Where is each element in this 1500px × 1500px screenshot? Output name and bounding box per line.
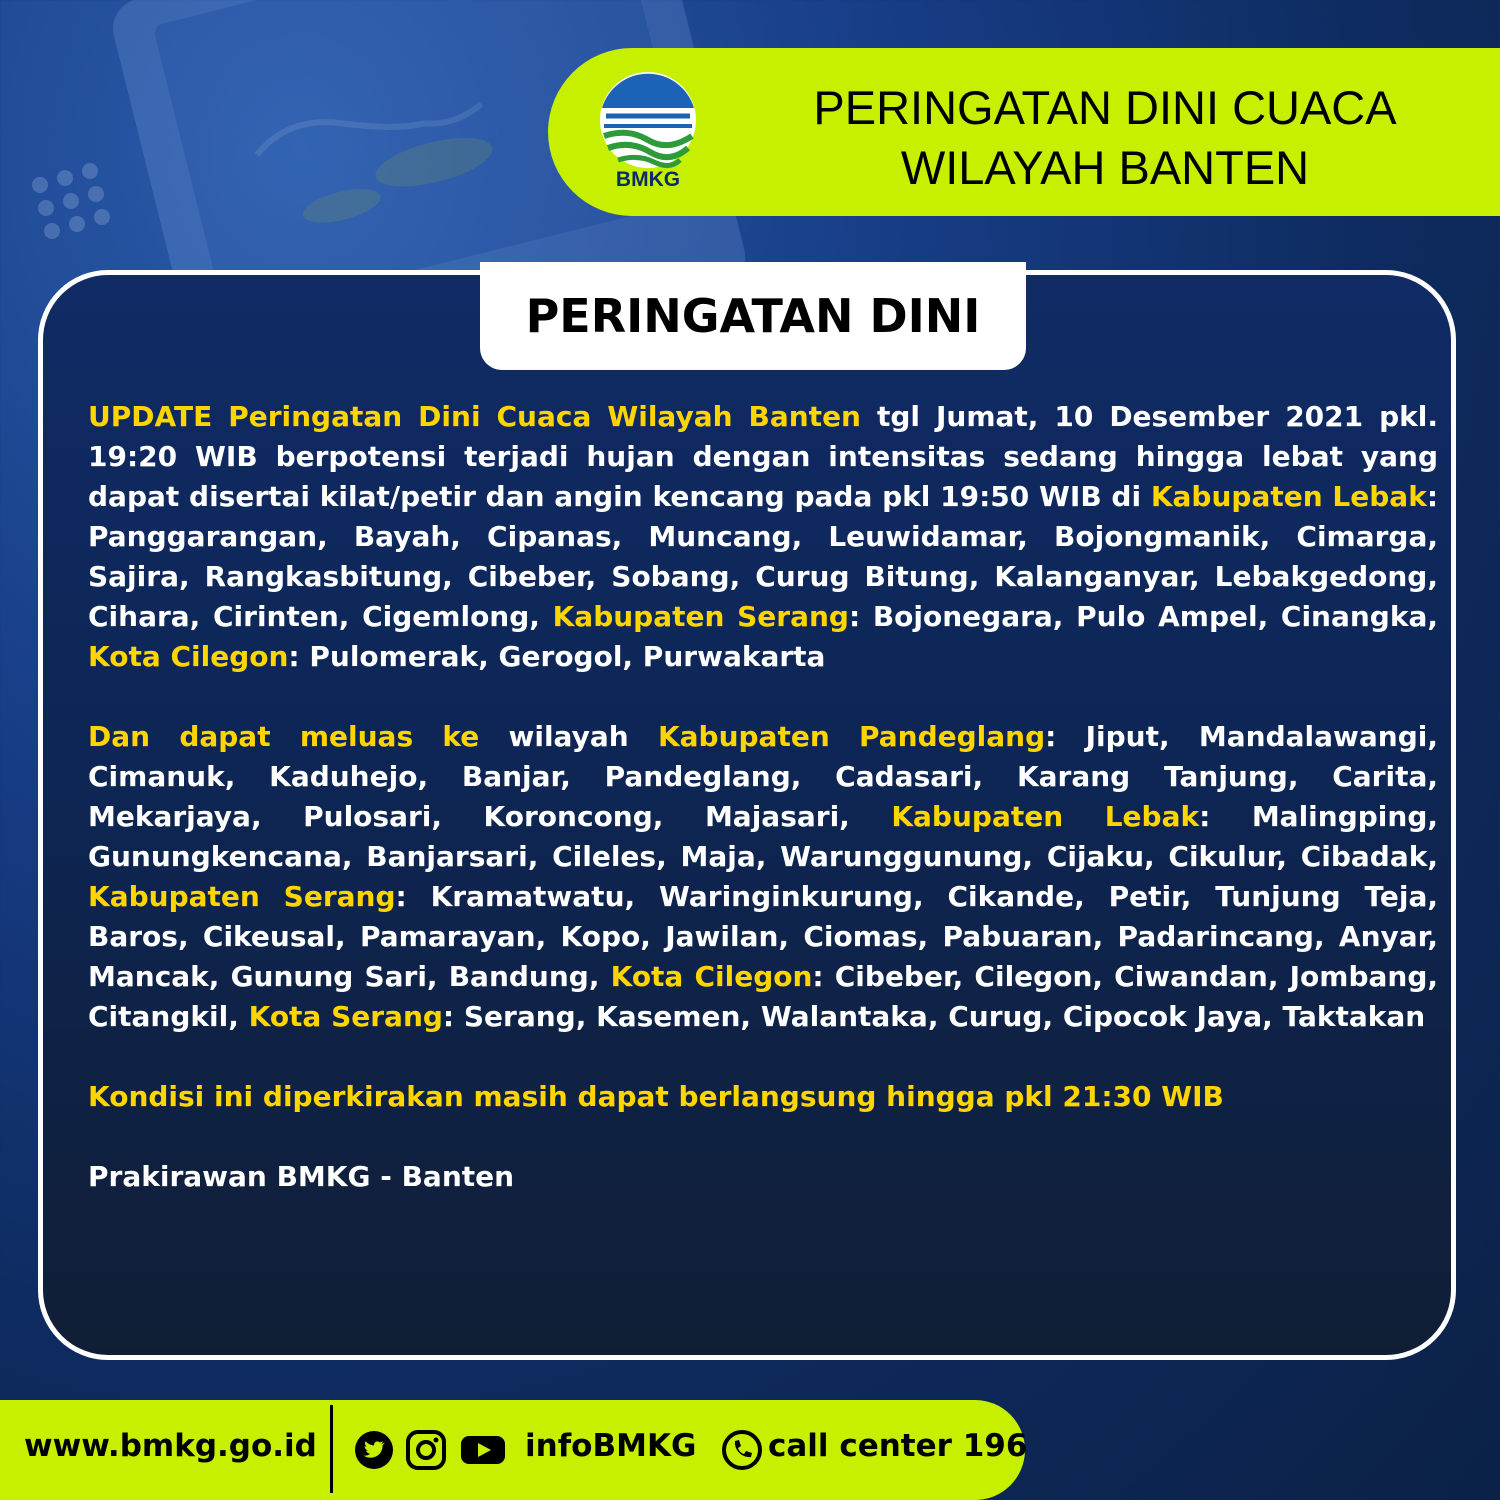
- region-name: Kabupaten Pandeglang: [657, 720, 1046, 753]
- title-line-2: WILAYAH BANTEN: [900, 141, 1310, 194]
- forecaster-signature: Prakirawan BMKG - Banten: [88, 1160, 515, 1193]
- region-name: Kota Cilegon: [610, 960, 813, 993]
- youtube-icon[interactable]: [460, 1430, 506, 1470]
- warning-content: [88, 397, 1438, 1237]
- region-name: Kabupaten Lebak: [891, 800, 1200, 833]
- region-name: Kabupaten Serang: [552, 600, 849, 633]
- twitter-icon[interactable]: [354, 1430, 394, 1470]
- region-name: Kota Serang: [248, 1000, 443, 1033]
- instagram-icon[interactable]: [406, 1430, 446, 1470]
- region-areas: : Serang, Kasemen, Walantaka, Curug, Cipocok Jaya, Taktakan: [442, 1000, 1426, 1033]
- region-areas: : Panggarangan, Bayah, Cipanas, Muncang, Leuwidamar, Bojongmanik, Cimarga, Sajira, Rangkasbitung, Cibeber, Sobang, Curug Bitung, Kalanganyar, Lebakgedong, Cihara, Cirinten, Cigemlong,: [88, 480, 1439, 633]
- title-line-1: PERINGATAN DINI CUACA: [813, 81, 1397, 134]
- warning-paragraph-2: [88, 717, 1438, 1037]
- social-handle[interactable]: infoBMKG: [525, 1428, 697, 1464]
- region-areas: : Bojonegara, Pulo Ampel, Cinangka,: [848, 600, 1439, 633]
- region-areas: : Pulomerak, Gerogol, Purwakarta: [288, 640, 826, 673]
- page-title: [760, 78, 1450, 198]
- warning-paragraph-1: [88, 397, 1438, 677]
- region-name: Kabupaten Lebak: [1150, 480, 1427, 513]
- spread-text: wilayah: [479, 720, 658, 753]
- website-link[interactable]: www.bmkg.go.id: [24, 1428, 317, 1464]
- bmkg-logo-text: BMKG: [615, 168, 681, 191]
- region-areas: : Malingping, Gunungkencana, Banjarsari, Cileles, Maja, Warunggunung, Cijaku, Cikulur, Cibadak,: [88, 800, 1439, 873]
- phone-icon[interactable]: [722, 1430, 762, 1470]
- spread-heading: Dan dapat meluas ke: [88, 720, 480, 753]
- footer-divider: [330, 1405, 333, 1493]
- region-areas: : Jiput, Mandalawangi, Cimanuk, Kaduhejo, Banjar, Pandeglang, Cadasari, Karang Tanjung, Carita, Mekarjaya, Pulosari, Koroncong, Majasari,: [88, 720, 1438, 833]
- update-heading: UPDATE Peringatan Dini Cuaca Wilayah Banten: [88, 400, 861, 433]
- region-name: Kabupaten Serang: [88, 880, 396, 913]
- region-areas: : Kramatwatu, Waringinkurung, Cikande, Petir, Tunjung Teja, Baros, Cikeusal, Pamarayan, Kopo, Jawilan, Ciomas, Pabuaran, Padarincang, Anyar, Mancak, Gunung Sari, Bandung,: [88, 880, 1438, 993]
- region-areas: : Cibeber, Cilegon, Ciwandan, Jombang, Citangkil,: [88, 960, 1439, 1033]
- update-text: tgl Jumat, 10 Desember 2021 pkl. 19:20 WIB berpotensi terjadi hujan dengan intensitas sedang hingga lebat yang dapat disertai kilat/petir dan angin kencang pada pkl 19:50 WIB di: [88, 400, 1438, 513]
- panel-tab-title: PERINGATAN DINI: [480, 262, 1026, 370]
- duration-note: Kondisi ini diperkirakan masih dapat berlangsung hingga pkl 21:30 WIB: [88, 1080, 1224, 1113]
- call-center-number[interactable]: call center 196: [768, 1428, 1028, 1464]
- region-name: Kota Cilegon: [88, 640, 289, 673]
